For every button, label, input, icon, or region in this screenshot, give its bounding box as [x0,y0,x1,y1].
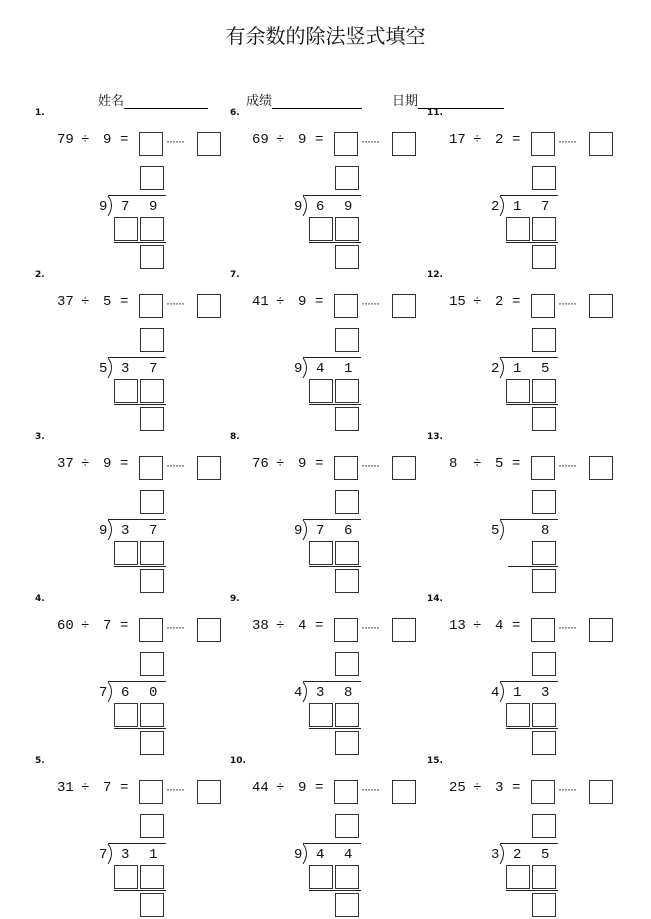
division-bar [303,843,361,844]
remainder-result-box[interactable] [532,245,556,269]
divisor: 7 [103,780,112,796]
product-ones-box[interactable] [532,379,556,403]
remainder-result-box[interactable] [140,245,164,269]
dividend: 31 [57,780,74,796]
divisor: 9 [298,780,307,796]
remainder-result-box[interactable] [335,893,359,917]
subtraction-line [506,890,558,891]
problem [427,270,627,430]
long-division-divisor: 9 [99,523,108,539]
dividend: 37 [57,294,74,310]
long-division-divisor: 5 [491,523,500,539]
dividend-ones-digit: 9 [149,199,158,215]
long-division-quotient-box[interactable] [532,166,556,190]
dividend-ones-digit: 5 [541,361,550,377]
product-ones-box[interactable] [335,865,359,889]
remainder-result-box[interactable] [532,893,556,917]
dividend-tens-digit: 2 [513,847,522,863]
problem-number: 13. [427,432,443,442]
divisor: 9 [298,132,307,148]
remainder-box[interactable] [589,456,613,480]
dividend-ones-digit: 7 [149,523,158,539]
problem-number: 10. [230,756,246,766]
divisor: 7 [103,618,112,634]
division-bar [108,681,166,682]
divisor: 2 [495,132,504,148]
remainder-dots: ······ [558,134,576,148]
product-tens-box[interactable] [114,217,138,241]
score-field [246,90,362,109]
quotient-box[interactable] [531,780,555,804]
remainder-dots: ······ [166,782,184,796]
division-bar [108,843,166,844]
problem [35,756,235,916]
equals-sign: = [120,294,129,310]
remainder-dots: ······ [166,458,184,472]
equals-sign: = [315,294,324,310]
long-division-divisor: 9 [294,523,303,539]
product-tens-box[interactable] [506,703,530,727]
dividend: 60 [57,618,74,634]
remainder-dots: ······ [361,620,379,634]
dividend-tens-digit: 3 [121,361,130,377]
long-division-divisor: 5 [99,361,108,377]
division-bracket [302,519,310,541]
quotient-box[interactable] [334,780,358,804]
division-bar [500,519,558,520]
dividend: 25 [449,780,466,796]
problem-number: 6. [230,108,240,118]
remainder-box[interactable] [197,618,221,642]
dividend-digit: 8 [541,523,550,539]
product-ones-box[interactable] [140,217,164,241]
equals-sign: = [512,132,521,148]
divide-sign: ÷ [473,132,482,148]
subtraction-line [309,242,361,243]
divisor: 9 [103,132,112,148]
divisor: 3 [495,780,504,796]
subtraction-line [309,728,361,729]
long-division-quotient-box[interactable] [140,490,164,514]
product-ones-box[interactable] [140,865,164,889]
dividend: 41 [252,294,269,310]
division-bracket [107,843,115,865]
dividend-ones-digit: 1 [149,847,158,863]
division-bar [500,843,558,844]
product-tens-box[interactable] [114,379,138,403]
date-field [392,90,504,109]
equals-sign: = [512,618,521,634]
remainder-dots: ······ [558,458,576,472]
quotient-box[interactable] [334,618,358,642]
division-bracket [302,357,310,379]
quotient-box[interactable] [139,618,163,642]
dividend: 38 [252,618,269,634]
problem [230,108,430,268]
long-division-divisor: 7 [99,685,108,701]
remainder-box[interactable] [392,780,416,804]
problem-number: 2. [35,270,45,280]
remainder-dots: ······ [361,134,379,148]
remainder-dots: ······ [361,782,379,796]
remainder-box[interactable] [392,618,416,642]
dividend-ones-digit: 8 [344,685,353,701]
remainder-box[interactable] [392,456,416,480]
problem-number: 7. [230,270,240,280]
remainder-box[interactable] [589,780,613,804]
remainder-dots: ······ [361,296,379,310]
remainder-result-box[interactable] [335,245,359,269]
problem-number: 4. [35,594,45,604]
product-tens-box[interactable] [309,379,333,403]
quotient-box[interactable] [334,132,358,156]
quotient-box[interactable] [334,456,358,480]
divide-sign: ÷ [473,780,482,796]
divisor: 9 [103,456,112,472]
remainder-result-box[interactable] [140,731,164,755]
product-tens-box[interactable] [309,865,333,889]
name-label: 姓名 [98,94,125,109]
divisor: 5 [495,456,504,472]
product-ones-box[interactable] [335,217,359,241]
product-ones-box[interactable] [335,703,359,727]
quotient-box[interactable] [139,456,163,480]
product-tens-box[interactable] [506,217,530,241]
long-division-divisor: 9 [294,361,303,377]
quotient-box[interactable] [139,132,163,156]
product-tens-box[interactable] [506,865,530,889]
division-bracket [499,357,507,379]
long-division-quotient-box[interactable] [335,814,359,838]
date-blank[interactable] [418,94,504,109]
long-division-divisor: 9 [294,847,303,863]
remainder-box[interactable] [589,132,613,156]
dividend-ones-digit: 4 [344,847,353,863]
remainder-box[interactable] [392,132,416,156]
problem-number: 11. [427,108,443,118]
division-bracket [107,681,115,703]
divisor: 5 [103,294,112,310]
subtraction-line [114,566,166,567]
divisor: 4 [298,618,307,634]
product-ones-box[interactable] [140,379,164,403]
subtraction-line [309,566,361,567]
divide-sign: ÷ [473,456,482,472]
dividend-tens-digit: 7 [121,199,130,215]
quotient-box[interactable] [139,294,163,318]
division-bar [303,357,361,358]
dividend-tens-digit: 1 [513,361,522,377]
long-division-divisor: 4 [491,685,500,701]
problem-number: 15. [427,756,443,766]
long-division-quotient-box[interactable] [140,814,164,838]
subtraction-line [309,404,361,405]
equals-sign: = [315,132,324,148]
long-division-divisor: 4 [294,685,303,701]
dividend-tens-digit: 4 [316,361,325,377]
dividend: 79 [57,132,74,148]
long-division-quotient-box[interactable] [532,328,556,352]
score-label: 成绩 [246,94,273,109]
division-bar [500,357,558,358]
dividend-tens-digit: 4 [316,847,325,863]
quotient-box[interactable] [334,294,358,318]
remainder-dots: ······ [361,458,379,472]
product-tens-box[interactable] [114,865,138,889]
divide-sign: ÷ [81,780,90,796]
remainder-box[interactable] [589,618,613,642]
problem [230,756,430,916]
long-division-quotient-box[interactable] [532,490,556,514]
divide-sign: ÷ [81,618,90,634]
division-bracket [302,843,310,865]
remainder-result-box[interactable] [335,731,359,755]
remainder-dots: ······ [166,296,184,310]
division-bracket [499,843,507,865]
remainder-result-box[interactable] [532,407,556,431]
quotient-box[interactable] [531,294,555,318]
name-field [98,90,208,109]
problem [230,432,430,592]
remainder-result-box[interactable] [335,569,359,593]
equals-sign: = [315,618,324,634]
dividend-tens-digit: 1 [513,685,522,701]
long-division-divisor: 3 [491,847,500,863]
problem [427,432,627,592]
division-bar [303,195,361,196]
long-division-divisor: 9 [294,199,303,215]
dividend-ones-digit: 1 [344,361,353,377]
remainder-result-box[interactable] [532,569,556,593]
product-ones-box[interactable] [335,379,359,403]
problem [230,270,430,430]
problem [35,432,235,592]
quotient-box[interactable] [531,132,555,156]
dividend-ones-digit: 0 [149,685,158,701]
equals-sign: = [120,456,129,472]
remainder-dots: ······ [558,296,576,310]
problem-number: 14. [427,594,443,604]
dividend-tens-digit: 3 [121,847,130,863]
remainder-result-box[interactable] [532,731,556,755]
product-ones-box[interactable] [140,703,164,727]
subtraction-line [114,728,166,729]
divide-sign: ÷ [276,132,285,148]
page-title: 有余数的除法竖式填空 [225,24,426,48]
product-ones-box[interactable] [532,703,556,727]
equals-sign: = [315,780,324,796]
subtraction-line [114,404,166,405]
quotient-box[interactable] [531,456,555,480]
problem [35,108,235,268]
divide-sign: ÷ [81,132,90,148]
long-division-quotient-box[interactable] [335,490,359,514]
quotient-box[interactable] [139,780,163,804]
product-tens-box[interactable] [506,379,530,403]
remainder-result-box[interactable] [140,893,164,917]
equals-sign: = [512,780,521,796]
dividend-ones-digit: 6 [344,523,353,539]
product-ones-box[interactable] [140,541,164,565]
remainder-dots: ······ [166,620,184,634]
dividend-tens-digit: 3 [316,685,325,701]
divide-sign: ÷ [81,456,90,472]
subtraction-line [114,890,166,891]
long-division-quotient-box[interactable] [140,328,164,352]
division-bracket [107,519,115,541]
divide-sign: ÷ [276,618,285,634]
remainder-box[interactable] [392,294,416,318]
subtraction-line [506,242,558,243]
equals-sign: = [512,456,521,472]
division-bar [500,195,558,196]
subtraction-line [506,728,558,729]
long-division-quotient-box[interactable] [335,328,359,352]
divisor: 9 [298,294,307,310]
dividend-ones-digit: 7 [149,361,158,377]
dividend: 44 [252,780,269,796]
long-division-quotient-box[interactable] [140,652,164,676]
product-tens-box[interactable] [114,541,138,565]
product-tens-box[interactable] [309,703,333,727]
equals-sign: = [120,780,129,796]
problem-number: 1. [35,108,45,118]
division-bracket [302,681,310,703]
dividend: 17 [449,132,466,148]
divide-sign: ÷ [276,456,285,472]
division-bracket [499,195,507,217]
dividend-ones-digit: 5 [541,847,550,863]
remainder-box[interactable] [197,294,221,318]
remainder-box[interactable] [197,780,221,804]
quotient-box[interactable] [531,618,555,642]
division-bracket [499,681,507,703]
long-division-quotient-box[interactable] [532,652,556,676]
dividend-tens-digit: 3 [121,523,130,539]
division-bar [108,195,166,196]
dividend: 37 [57,456,74,472]
dividend-ones-digit: 3 [541,685,550,701]
product-tens-box[interactable] [309,217,333,241]
divide-sign: ÷ [81,294,90,310]
equals-sign: = [512,294,521,310]
problem-number: 9. [230,594,240,604]
problem-number: 5. [35,756,45,766]
dividend-tens-digit: 1 [513,199,522,215]
subtraction-line [506,404,558,405]
score-blank[interactable] [272,94,362,109]
long-division-quotient-box[interactable] [335,166,359,190]
product-ones-box[interactable] [532,865,556,889]
problem [427,756,627,916]
problem [230,594,430,754]
long-division-quotient-box[interactable] [335,652,359,676]
product-box[interactable] [532,541,556,565]
divisor: 2 [495,294,504,310]
dividend-ones-digit: 7 [541,199,550,215]
dividend: 69 [252,132,269,148]
equals-sign: = [120,618,129,634]
division-bar [108,357,166,358]
problem [35,270,235,430]
remainder-box[interactable] [197,132,221,156]
division-bracket [499,519,507,541]
problem [427,108,627,268]
dividend-tens-digit: 7 [316,523,325,539]
product-tens-box[interactable] [309,541,333,565]
subtraction-line [309,890,361,891]
remainder-result-box[interactable] [335,407,359,431]
divide-sign: ÷ [473,294,482,310]
remainder-box[interactable] [589,294,613,318]
remainder-box[interactable] [197,456,221,480]
dividend: 8 [449,456,458,472]
dividend: 76 [252,456,269,472]
name-blank[interactable] [124,94,208,109]
equals-sign: = [120,132,129,148]
long-division-quotient-box[interactable] [532,814,556,838]
equals-sign: = [315,456,324,472]
dividend-tens-digit: 6 [121,685,130,701]
remainder-dots: ······ [558,620,576,634]
subtraction-line [114,242,166,243]
remainder-result-box[interactable] [140,569,164,593]
long-division-divisor: 7 [99,847,108,863]
problem-number: 12. [427,270,443,280]
division-bar [303,681,361,682]
long-division-quotient-box[interactable] [140,166,164,190]
division-bar [303,519,361,520]
division-bar [500,681,558,682]
long-division-divisor: 9 [99,199,108,215]
divisor: 4 [495,618,504,634]
remainder-dots: ······ [558,782,576,796]
product-ones-box[interactable] [335,541,359,565]
subtraction-line [508,566,558,567]
product-ones-box[interactable] [532,217,556,241]
divisor: 9 [298,456,307,472]
division-bar [108,519,166,520]
dividend: 15 [449,294,466,310]
long-division-divisor: 2 [491,361,500,377]
division-bracket [302,195,310,217]
dividend-tens-digit: 6 [316,199,325,215]
problem-number: 8. [230,432,240,442]
dividend-ones-digit: 9 [344,199,353,215]
remainder-dots: ······ [166,134,184,148]
divide-sign: ÷ [276,294,285,310]
problem-number: 3. [35,432,45,442]
remainder-result-box[interactable] [140,407,164,431]
division-bracket [107,195,115,217]
date-label: 日期 [392,94,419,109]
division-bracket [107,357,115,379]
product-tens-box[interactable] [114,703,138,727]
divide-sign: ÷ [276,780,285,796]
problem [427,594,627,754]
problem [35,594,235,754]
divide-sign: ÷ [473,618,482,634]
dividend: 13 [449,618,466,634]
long-division-divisor: 2 [491,199,500,215]
